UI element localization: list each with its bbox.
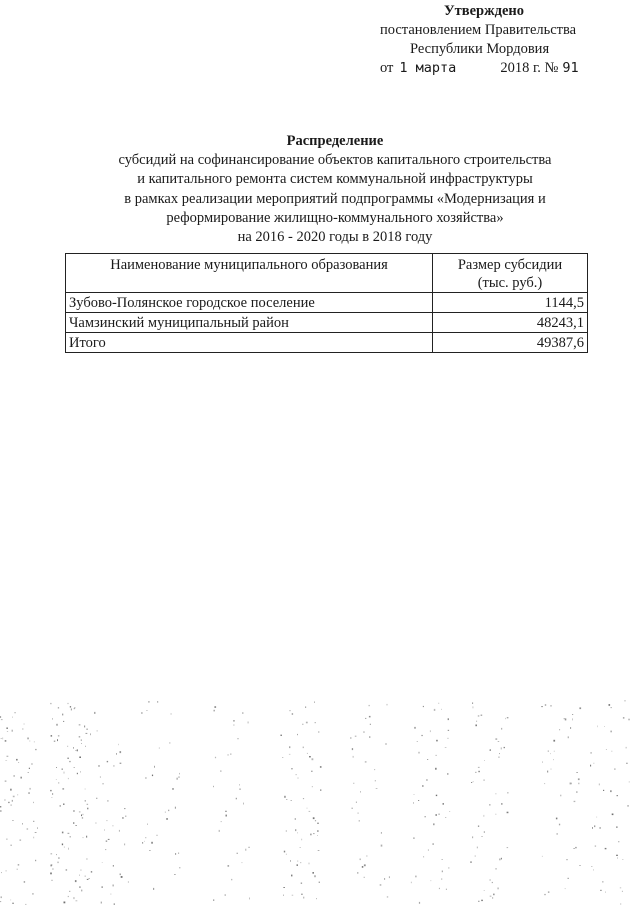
document-heading xyxy=(60,132,610,247)
approval-date-line xyxy=(360,59,610,78)
row-name: Итого xyxy=(66,333,433,353)
document-title: Распределение xyxy=(286,133,384,149)
approval-stamp xyxy=(360,2,610,78)
subsidy-table xyxy=(65,253,588,353)
table-row xyxy=(66,293,588,313)
row-value: 48243,1 xyxy=(433,313,588,333)
document-subtitle-line-3: в рамках реализации мероприятий подпрограммы «Модернизация и xyxy=(124,190,546,207)
approval-date-year: 2018 г. xyxy=(500,60,541,76)
approval-number-sign: № xyxy=(544,60,559,76)
approval-resolution-line: постановлением Правительства xyxy=(380,22,577,38)
header-municipality: Наименование муниципального образования xyxy=(66,254,433,293)
row-name: Чамзинский муниципальный район xyxy=(66,313,433,333)
approval-title: Утверждено xyxy=(444,3,524,19)
header-subsidy-size xyxy=(433,254,588,293)
table-row xyxy=(66,313,588,333)
table-row-total xyxy=(66,333,588,353)
approval-number: 91 xyxy=(562,60,579,76)
header-subsidy-size-line1: Размер субсидии xyxy=(457,257,563,273)
scan-noise xyxy=(0,700,640,905)
header-subsidy-size-line2: (тыс. руб.) xyxy=(477,275,543,291)
document-subtitle-line-5: на 2016 - 2020 годы в 2018 году xyxy=(237,229,433,246)
document-subtitle-line-4: реформирование жилищно-коммунального хозяйства» xyxy=(166,209,504,226)
approval-date-prefix: от xyxy=(380,60,394,76)
row-value: 49387,6 xyxy=(433,333,588,353)
table-header-row xyxy=(66,254,588,293)
row-value: 1144,5 xyxy=(433,293,588,313)
approval-republic-line: Республики Мордовия xyxy=(410,41,550,57)
document-subtitle-line-1: субсидий на софинансирование объектов капитального строительства xyxy=(118,152,552,169)
document-subtitle-line-2: и капитального ремонта систем коммунальной инфраструктуры xyxy=(137,171,533,188)
row-name: Зубово-Полянское городское поселение xyxy=(66,293,433,313)
approval-date-day-month: 1 марта xyxy=(399,60,457,76)
